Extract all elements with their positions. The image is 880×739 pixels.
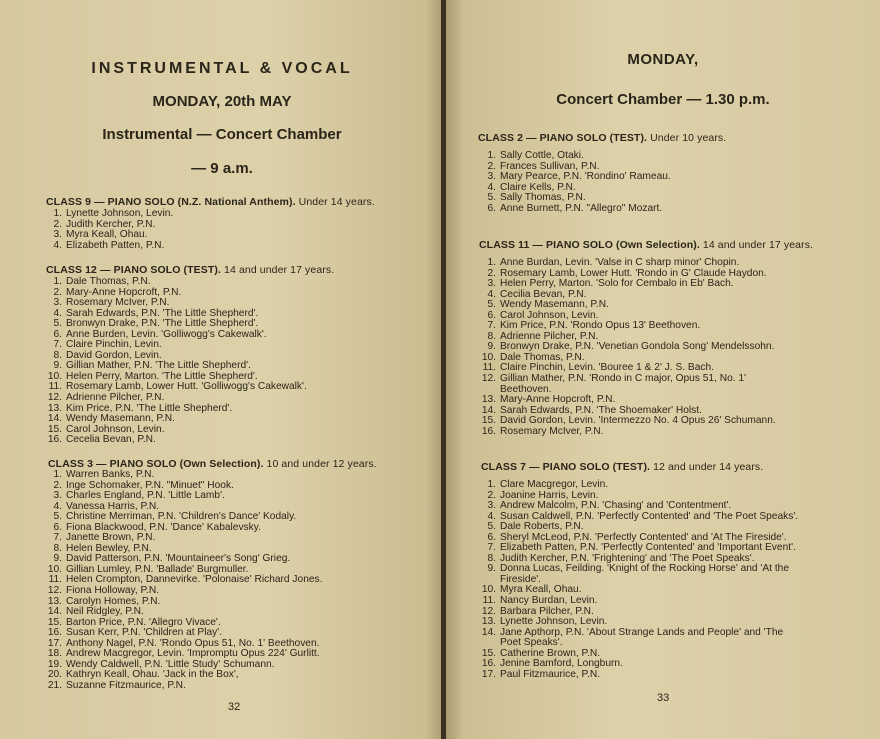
entry-text: Warren Banks, P.N.	[66, 469, 155, 480]
entry-text: Wendy Caldwell, P.N. 'Little Study' Schumann.	[66, 658, 275, 670]
entry-text: Clare Macgregor, Levin.	[500, 479, 609, 490]
page-number: 33	[657, 692, 670, 704]
entry-number: 4.	[53, 239, 62, 251]
entry-number: 7.	[53, 339, 62, 351]
entry-text: Vanessa Harris, P.N.	[66, 500, 160, 512]
list-item	[478, 258, 776, 269]
entry-number: 4.	[487, 510, 496, 522]
entry-text: Lynette Johnson, Levin.	[500, 616, 608, 628]
entry-number: 8.	[53, 349, 62, 361]
entry-text: Sarah Edwards, P.N. 'The Little Shepherd'.	[66, 307, 259, 319]
entry-text: Gillian Lumley, P.N. 'Ballade' Burgmuller.	[66, 563, 249, 575]
entry-number: 9.	[53, 360, 62, 372]
entry-text: Rosemary McIver, P.N.	[66, 297, 170, 309]
class-11-entries	[478, 258, 776, 437]
entry-number: 4.	[53, 500, 62, 512]
class-11-heading: CLASS 11 — PIANO SOLO (Own Selection). 14 and under 17 years.	[479, 239, 814, 251]
class-7-entries	[478, 480, 798, 680]
entry-text: David Gordon, Levin.	[66, 349, 162, 361]
entry-number: 16.	[47, 627, 62, 639]
entry-continuation: Beethoven.	[500, 383, 552, 395]
entry-number: 17.	[47, 637, 62, 649]
entry-continuation: Fireside'.	[500, 573, 542, 585]
entry-number: 10.	[481, 351, 496, 363]
class-3-heading: CLASS 3 — PIANO SOLO (Own Selection). 10 and under 12 years.	[48, 458, 377, 470]
entry-text: Rosemary Lamb, Lower Hutt. 'Rondo in G' Claude Haydon.	[500, 267, 767, 279]
entry-text: Sarah Edwards, P.N. 'The Shoemaker' Holst.	[500, 404, 702, 416]
entry-text: Barbara Pilcher, P.N.	[500, 605, 594, 617]
entry-number: 6.	[53, 328, 62, 340]
entry-text: Carol Johnson, Levin.	[500, 309, 599, 321]
entry-number: 8.	[487, 552, 496, 564]
entry-text: Andrew Macgregor, Levin. 'Impromptu Opus 224' Gurlitt.	[66, 648, 320, 660]
entry-number: 1.	[53, 469, 62, 480]
entry-number: 3.	[53, 490, 62, 502]
entry-number: 12.	[481, 373, 496, 385]
list-item	[478, 596, 798, 607]
entry-number: 13.	[481, 616, 496, 628]
entry-number: 8.	[487, 330, 496, 342]
entry-number: 2.	[487, 489, 496, 501]
entry-text: Helen Bewley, P.N.	[66, 542, 152, 554]
list-item	[44, 586, 322, 597]
entry-number: 5.	[53, 318, 62, 330]
entry-number: 1.	[53, 208, 62, 219]
page-number: 32	[228, 701, 241, 713]
entry-text: David Gordon, Levin. 'Intermezzo No. 4 Opus 26' Schumann.	[500, 415, 776, 427]
entry-text: Wendy Masemann, P.N.	[500, 299, 609, 311]
list-item	[44, 277, 307, 288]
entry-text: Gillian Mather, P.N. 'Rondo in C major, Opus 51, No. 1'	[500, 373, 747, 385]
entry-number: 16.	[47, 434, 62, 446]
entry-text: Barton Price, P.N. 'Allegro Vivace'.	[66, 616, 221, 628]
entry-text: Nancy Burdan, Levin.	[500, 595, 598, 607]
entry-text: Inge Schomaker, P.N. "Minuet" Hook.	[66, 479, 234, 491]
entry-number: 10.	[481, 584, 496, 596]
entry-text: Gillian Mather, P.N. 'The Little Shepherd'.	[66, 360, 251, 372]
entry-number: 13.	[481, 394, 496, 406]
entry-number: 15.	[481, 415, 496, 427]
entry-number: 9.	[487, 341, 496, 353]
entry-number: 15.	[47, 423, 62, 435]
class-2-entries	[478, 151, 671, 214]
list-item	[478, 480, 798, 491]
entry-number: 13.	[47, 402, 62, 414]
entry-number: 3.	[53, 229, 62, 241]
entry-number: 2.	[487, 267, 496, 279]
entry-number: 5.	[487, 521, 496, 533]
entry-text: Paul Fitzmaurice, P.N.	[500, 668, 601, 680]
entry-text: Fiona Blackwood, P.N. 'Dance' Kabalevsky.	[66, 521, 261, 533]
entry-text: Elizabeth Patten, P.N.	[66, 239, 165, 251]
entry-text: Dale Roberts, P.N.	[500, 521, 584, 533]
entry-number: 1.	[487, 479, 496, 490]
entry-number: 5.	[53, 511, 62, 523]
entry-number: 12.	[481, 605, 496, 617]
list-item	[478, 374, 776, 385]
list-item	[478, 151, 671, 162]
entry-text: Helen Perry, Marton. 'Solo for Cembalo in Eb' Bach.	[500, 278, 734, 290]
entry-number: 8.	[53, 542, 62, 554]
entry-text: Dale Thomas, P.N.	[500, 351, 585, 363]
entry-number: 21.	[47, 679, 62, 691]
entry-number: 6.	[487, 309, 496, 321]
entry-number: 4.	[487, 288, 496, 300]
entry-text: Judith Kercher, P.N. 'Frightening' and 'The Poet Speaks'.	[500, 552, 755, 564]
venue-heading: Instrumental — Concert Chamber	[102, 126, 342, 143]
entry-number: 14.	[47, 413, 62, 425]
entry-text: Myra Keall, Ohau.	[500, 584, 582, 596]
entry-number: 7.	[53, 532, 62, 544]
entry-text: Sally Cottle, Otaki.	[500, 150, 584, 161]
entry-number: 15.	[481, 647, 496, 659]
right-page	[446, 0, 880, 739]
entry-text: Sally Thomas, P.N.	[500, 192, 586, 204]
entry-number: 11.	[48, 574, 62, 586]
entry-number: 12.	[47, 585, 62, 597]
list-item	[44, 435, 307, 446]
entry-number: 12.	[47, 392, 62, 404]
entry-number: 3.	[53, 297, 62, 309]
entry-text: Carolyn Homes, P.N.	[66, 595, 161, 607]
entry-text: Carol Johnson, Levin.	[66, 423, 165, 435]
class-9-entries	[44, 209, 173, 251]
entry-number: 15.	[47, 616, 62, 628]
entry-number: 11.	[482, 595, 496, 607]
entry-number: 13.	[47, 595, 62, 607]
entry-text: Anne Burden, Levin. 'Golliwogg's Cakewalk'.	[66, 328, 267, 340]
entry-text: Mary-Anne Hopcroft, P.N.	[500, 394, 616, 406]
entry-text: Janette Brown, P.N.	[66, 532, 156, 544]
entry-text: Kim Price, P.N. 'Rondo Opus 13' Beethoven.	[500, 320, 701, 332]
entry-number: 11.	[482, 362, 496, 374]
entry-number: 9.	[487, 563, 496, 575]
entry-number: 1.	[53, 276, 62, 287]
entry-text: Fiona Holloway, P.N.	[66, 585, 160, 597]
entry-text: Claire Kells, P.N.	[500, 181, 576, 193]
entry-text: Helen Perry, Marton. 'The Little Shepherd'.	[66, 370, 258, 382]
entry-number: 14.	[481, 626, 496, 638]
entry-number: 6.	[487, 531, 496, 543]
section-heading: INSTRUMENTAL & VOCAL	[91, 60, 353, 77]
entry-number: 4.	[53, 307, 62, 319]
class-9-heading: CLASS 9 — PIANO SOLO (N.Z. National Anthem). Under 14 years.	[46, 196, 375, 208]
entry-text: Helen Crompton, Dannevirke. 'Polonaise' Richard Jones.	[66, 574, 323, 586]
entry-continuation: Poet Speaks'.	[500, 637, 563, 649]
entry-text: Christine Merriman, P.N. 'Children's Dance' Kodaly.	[66, 511, 297, 523]
entry-number: 2.	[53, 218, 62, 230]
entry-text: Sheryl McLeod, P.N. 'Perfectly Contented' and 'At The Fireside'.	[500, 531, 787, 543]
entry-text: Claire Pinchin, Levin.	[66, 339, 162, 351]
entry-text: Cecelia Bevan, P.N.	[66, 434, 156, 446]
entry-number: 17.	[481, 668, 496, 680]
entry-number: 10.	[47, 370, 62, 382]
entry-text: Charles England, P.N. 'Little Lamb'.	[66, 490, 225, 502]
entry-number: 3.	[487, 278, 496, 290]
entry-number: 2.	[487, 160, 496, 172]
entry-text: Anne Burdan, Levin. 'Valse in C sharp minor' Chopin.	[500, 257, 740, 268]
entry-text: Adrienne Pilcher, P.N.	[500, 330, 599, 342]
entry-number: 2.	[53, 286, 62, 298]
list-item	[44, 393, 307, 404]
entry-text: Lynette Johnson, Levin.	[66, 208, 174, 219]
entry-text: Suzanne Fitzmaurice, P.N.	[66, 679, 186, 691]
entry-number: 3.	[487, 500, 496, 512]
entry-number: 16.	[481, 425, 496, 437]
entry-text: Kim Price, P.N. 'The Little Shepherd'.	[66, 402, 233, 414]
entry-text: Judith Kercher, P.N.	[66, 218, 156, 230]
entry-number: 14.	[481, 404, 496, 416]
class-2-heading: CLASS 2 — PIANO SOLO (TEST). Under 10 years.	[478, 132, 727, 144]
entry-text: Joanine Harris, Levin.	[500, 489, 599, 501]
list-item	[44, 470, 322, 481]
class-12-entries	[44, 277, 307, 446]
entry-text: David Patterson, P.N. 'Mountaineer's Song' Grieg.	[66, 553, 291, 565]
entry-number: 20.	[47, 669, 62, 681]
entry-number: 16.	[481, 658, 496, 670]
entry-number: 5.	[487, 299, 496, 311]
entry-number: 18.	[47, 648, 62, 660]
entry-text: Susan Kerr, P.N. 'Children at Play'.	[66, 627, 223, 639]
entry-text: Anne Burnett, P.N. "Allegro" Mozart.	[500, 202, 663, 214]
entry-number: 6.	[53, 521, 62, 533]
class-12-heading: CLASS 12 — PIANO SOLO (TEST). 14 and under 17 years.	[46, 264, 335, 276]
list-item	[44, 681, 322, 692]
class-3-entries	[44, 470, 322, 691]
entry-text: Donna Lucas, Feilding. 'Knight of the Rocking Horse' and 'At the	[500, 563, 789, 575]
entry-number: 4.	[487, 181, 496, 193]
entry-text: Wendy Masemann, P.N.	[66, 413, 175, 425]
entry-text: Mary-Anne Hopcroft, P.N.	[66, 286, 182, 298]
entry-text: Jenine Bamford, Longburn.	[500, 658, 623, 670]
entry-number: 5.	[487, 192, 496, 204]
class-7-heading: CLASS 7 — PIANO SOLO (TEST). 12 and under 14 years.	[481, 461, 764, 473]
entry-text: Jane Apthorp, P.N. 'About Strange Lands and People' and 'The	[500, 626, 784, 638]
entry-text: Rosemary McIver, P.N.	[500, 425, 604, 437]
entry-text: Myra Keall, Ohau.	[66, 229, 148, 241]
entry-number: 7.	[487, 320, 496, 332]
entry-text: Adrienne Pilcher, P.N.	[66, 392, 165, 404]
entry-number: 9.	[53, 553, 62, 565]
entry-text: Dale Thomas, P.N.	[66, 276, 151, 287]
entry-text: Bronwyn Drake, P.N. 'Venetian Gondola Song' Mendelssohn.	[500, 341, 775, 353]
list-item	[478, 204, 671, 215]
entry-number: 1.	[487, 257, 496, 268]
entry-number: 3.	[487, 171, 496, 183]
entry-number: 19.	[47, 658, 62, 670]
entry-text: Susan Caldwell, P.N. 'Perfectly Contented' and 'The Poet Speaks'.	[500, 510, 799, 522]
entry-number: 7.	[487, 542, 496, 554]
entry-text: Elizabeth Patten, P.N. 'Perfectly Contented' and 'Important Event'.	[500, 542, 796, 554]
entry-text: Andrew Malcolm, P.N. 'Chasing' and 'Contentment'.	[500, 500, 732, 512]
entry-number: 1.	[487, 150, 496, 161]
time-heading: — 9 a.m.	[191, 160, 253, 177]
entry-number: 2.	[53, 479, 62, 491]
entry-text: Catherine Brown, P.N.	[500, 647, 601, 659]
entry-text: Bronwyn Drake, P.N. 'The Little Shepherd'.	[66, 318, 259, 330]
day-heading: MONDAY,	[627, 51, 699, 68]
entry-text: Mary Pearce, P.N. 'Rondino' Rameau.	[500, 171, 671, 183]
entry-text: Frances Sullivan, P.N.	[500, 160, 600, 172]
entry-text: Anthony Nagel, P.N. 'Rondo Opus 51, No. 1' Beethoven.	[66, 637, 320, 649]
entry-text: Cecilia Bevan, P.N.	[500, 288, 587, 300]
list-item	[44, 241, 173, 252]
entry-text: Rosemary Lamb, Lower Hutt. 'Golliwogg's Cakewalk'.	[66, 381, 307, 393]
list-item	[478, 670, 798, 681]
list-item	[44, 209, 173, 220]
entry-number: 10.	[47, 563, 62, 575]
entry-text: Kathryn Keall, Ohau. 'Jack in the Box',	[66, 669, 239, 681]
list-item	[478, 427, 776, 438]
venue-time-heading: Concert Chamber — 1.30 p.m.	[556, 91, 770, 108]
entry-number: 14.	[47, 606, 62, 618]
entry-number: 6.	[487, 202, 496, 214]
entry-text: Claire Pinchin, Levin. 'Bouree 1 & 2' J. S. Bach.	[500, 362, 714, 374]
entry-text: Neil Ridgley, P.N.	[66, 606, 144, 618]
entry-number: 11.	[48, 381, 62, 393]
date-heading: MONDAY, 20th MAY	[152, 93, 292, 110]
